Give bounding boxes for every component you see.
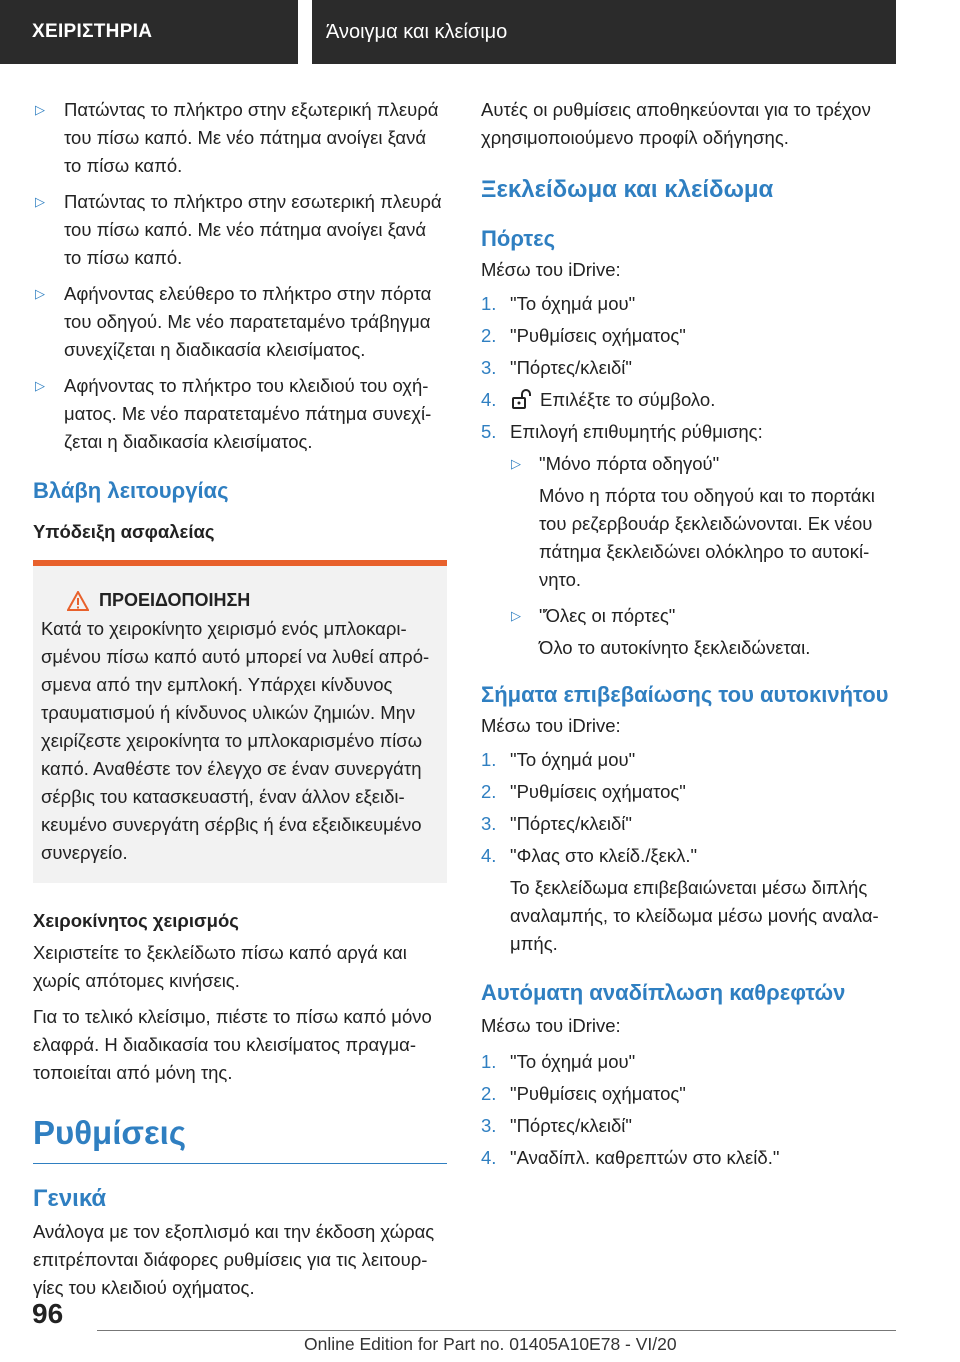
list-item: 3. "Πόρτες/κλειδί": [481, 357, 632, 378]
list-item: 4. Επιλέξτε το σύμβολο.: [481, 389, 716, 410]
list-item: 1. "Το όχημά μου": [481, 1051, 636, 1072]
signals-note: Το ξεκλείδωμα επιβεβαιώνεται μέσω διπλής αναλαμπής, το κλείδωμα μέσω μονής αναλαμπής.: [510, 877, 879, 954]
footer-edition: Online Edition for Part no. 01405A10E78 - VI/20: [304, 1334, 677, 1354]
manual-heading: Χειροκίνητος χειρισμός: [33, 910, 239, 931]
list-item: ▷ Αφήνοντας το πλήκτρο του κλειδιού του οχήματος. Με νέο παρατεταμένο πάτημα συνεχίζεται η διαδικασία κλεισίματος.: [33, 372, 447, 456]
signals-heading: Σήματα επιβεβαίωσης του αυτοκινήτου: [481, 682, 889, 707]
header-topic-label: Άνοιγμα και κλείσιμο: [326, 20, 508, 43]
option-2-text: Όλο το αυτοκίνητο ξεκλειδώνεται.: [539, 637, 811, 658]
general-heading: Γενικά: [33, 1185, 107, 1212]
warning-triangle-icon: [67, 591, 89, 611]
triangle-bullet-icon: ▷: [511, 456, 521, 471]
safety-heading: Υπόδειξη ασφαλείας: [33, 521, 215, 542]
list-item: 3. "Πόρτες/κλειδί": [481, 813, 632, 834]
list-item: ▷ Πατώντας το πλήκτρο στην εσωτερική πλευρά του πίσω καπό. Με νέο πάτημα ανοίγει ξανά το πίσω καπό.: [33, 188, 447, 272]
list-item: 4. "Αναδίπλ. καθρεπτών στο κλείδ.": [481, 1147, 780, 1168]
malfunction-heading: Βλάβη λειτουργίας: [33, 478, 229, 503]
option-1-text: Μόνο η πόρτα του οδηγού και το πορτάκι του ρεζερβουάρ ξεκλειδώνονται. Εκ νέου πάτημα ξεκλειδώνει ολόκληρο το αυτοκίνητο.: [539, 485, 875, 590]
triangle-bullet-icon: ▷: [35, 286, 45, 301]
triangle-bullet-icon: ▷: [35, 102, 45, 117]
triangle-bullet-icon: ▷: [35, 378, 45, 393]
right-column: [481, 96, 895, 1176]
unlock-icon: [510, 389, 532, 409]
doors-heading: Πόρτες: [481, 226, 556, 251]
warning-box: [33, 560, 447, 883]
triangle-bullet-icon: ▷: [511, 608, 521, 623]
list-item: 2. "Ρυθμίσεις οχήματος": [481, 325, 686, 346]
header-topic: [312, 0, 896, 64]
via-idrive: Μέσω του iDrive:: [481, 259, 621, 280]
general-text: Ανάλογα με τον εξοπλισμό και την έκδοση χώρας επιτρέπονται διάφορες ρυθμίσεις για τις λειτουργίες του κλειδιού οχήματος.: [33, 1221, 435, 1298]
list-item: 3. "Πόρτες/κλειδί": [481, 1115, 632, 1136]
settings-intro: Αυτές οι ρυθμίσεις αποθηκεύονται για το τρέχον χρησιμοποιούμενο προφίλ οδήγησης.: [481, 99, 871, 148]
list-item: ▷ Αφήνοντας ελεύθερο το πλήκτρο στην πόρτα του οδηγού. Με νέο παρατεταμένο τράβηγμα συνεχίζεται η διαδικασία κλεισίματος.: [33, 280, 447, 364]
list-item: ▷ "Όλες οι πόρτες": [481, 602, 895, 630]
list-item: ▷ Πατώντας το πλήκτρο στην εξωτερική πλευρά του πίσω καπό. Με νέο πάτημα ανοίγει ξανά το πίσω καπό.: [33, 96, 447, 180]
header-section-label: ΧΕΙΡΙΣΤΗΡΙΑ: [32, 21, 153, 42]
footer-divider: [97, 1330, 896, 1331]
warning-text: Κατά το χειροκίνητο χειρισμό ενός μπλοκαρισμένου πίσω καπό αυτό μπορεί να λυθεί απρόσμενα από την εμπλοκή. Υπάρχει κίνδυνος τραυματισμού ή κίνδυνος υλικών ζημιών. Μην χειρίζεστε χειροκίνητα το μπλοκαρισμένο πίσω καπό. Αναθέστε τον έλεγχο σε έναν συνεργάτη σέρβις του κατασκευαστή, έναν άλλον εξειδικευμένο συνεργάτη σέρβις ή ένα εξειδικευμένο συνεργείο.: [41, 618, 430, 863]
settings-heading: Ρυθμίσεις: [33, 1113, 447, 1164]
list-item: 1. "Το όχημά μου": [481, 293, 636, 314]
warning-title: ΠΡΟΕΙΔΟΠΟΙΗΣΗ: [41, 590, 437, 611]
list-item: 2. "Ρυθμίσεις οχήματος": [481, 781, 686, 802]
header-section: [0, 0, 298, 64]
list-item: 2. "Ρυθμίσεις οχήματος": [481, 1083, 686, 1104]
manual-paragraph-1: Χειριστείτε το ξεκλείδωτο πίσω καπό αργά και χωρίς απότομες κινήσεις.: [33, 942, 407, 991]
manual-paragraph-2: Για το τελικό κλείσιμο, πιέστε το πίσω καπό μόνο ελαφρά. Η διαδικασία του κλεισίματος πραγματοποιείται από μόνη της.: [33, 1006, 432, 1083]
list-item: ▷ "Μόνο πόρτα οδηγού": [481, 450, 895, 478]
unlock-heading: Ξεκλείδωμα και κλείδωμα: [481, 176, 774, 203]
mirror-heading: Αυτόματη αναδίπλωση καθρεφτών: [481, 980, 846, 1005]
list-item: 4. "Φλας στο κλείδ./ξεκλ.": [481, 845, 698, 866]
list-item: 1. "Το όχημά μου": [481, 749, 636, 770]
list-item: 5. Επιλογή επιθυμητής ρύθμισης:: [481, 421, 763, 442]
left-column: [33, 96, 447, 1302]
via-idrive: Μέσω του iDrive:: [481, 1015, 621, 1036]
via-idrive: Μέσω του iDrive:: [481, 715, 621, 736]
page-number: 96: [32, 1298, 64, 1329]
triangle-bullet-icon: ▷: [35, 194, 45, 209]
